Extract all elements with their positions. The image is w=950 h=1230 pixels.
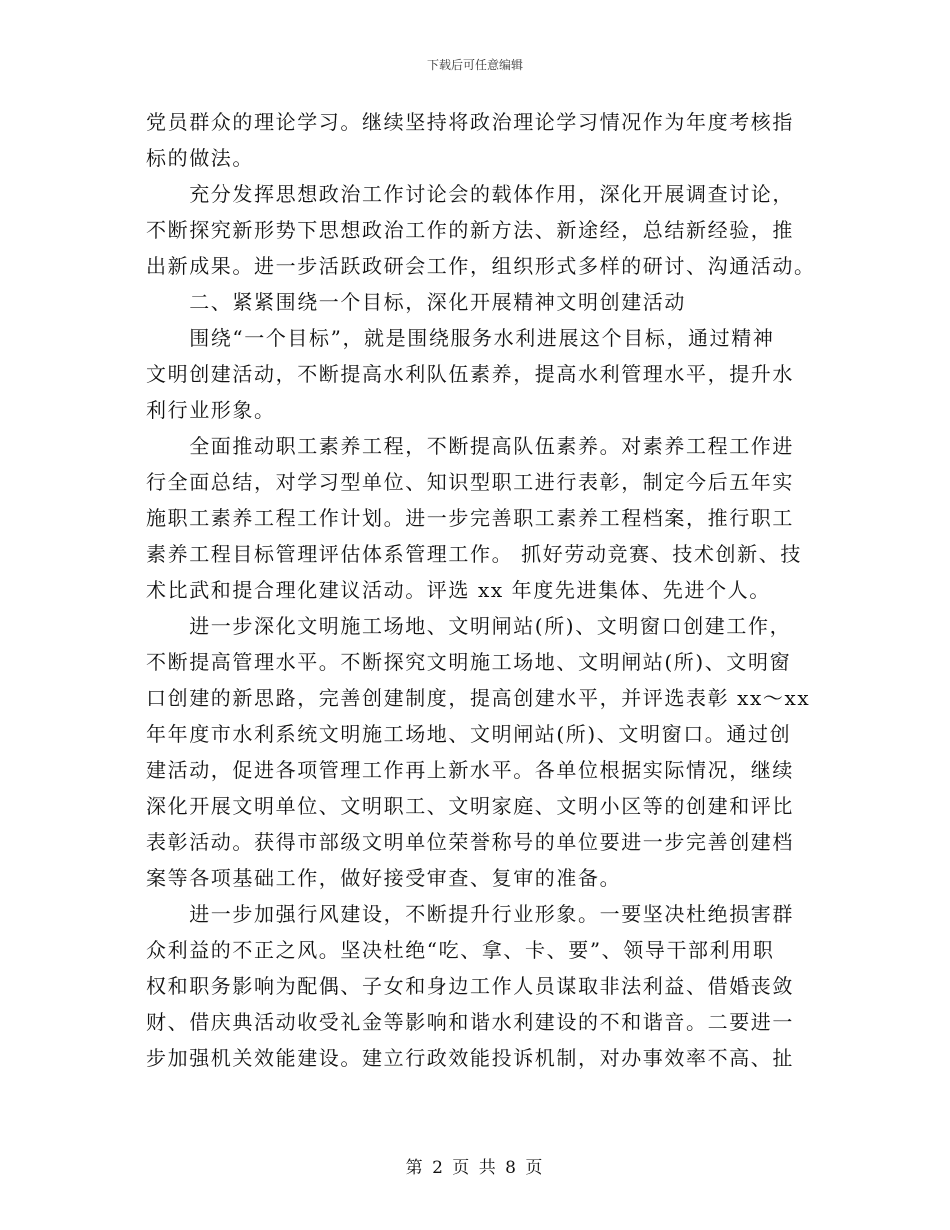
text-line: 权和职务影响为配偶、子女和身边工作人员谋取非法利益、借婚丧敛 (146, 974, 794, 998)
text-line: 表彰活动。获得市部级文明单位荣誉称号的单位要进一步完善创建档 (146, 830, 794, 854)
text-line: 众利益的不正之风。坚决杜绝“吃、拿、卡、要”、领导干部利用职 (146, 938, 775, 962)
text-line: 出新成果。进一步活跃政研会工作，组织形式多样的研讨、沟通活动。 (146, 254, 816, 278)
text-line: 不断探究新形势下思想政治工作的新方法、新途经，总结新经验，推 (146, 218, 794, 242)
document-body (146, 104, 816, 1076)
text-line: 施职工素养工程工作计划。进一步完善职工素养工程档案，推行职工 (146, 506, 794, 530)
text-line: 标的做法。 (146, 146, 254, 170)
text-line: 党员群众的理论学习。继续坚持将政治理论学习情况作为年度考核指 (146, 110, 794, 134)
text-line: 利行业形象。 (146, 398, 276, 422)
text-line: 建活动，促进各项管理工作再上新水平。各单位根据实际情况，继续 (146, 758, 794, 782)
text-line: 进一步加强行风建设，不断提升行业形象。一要坚决杜绝损害群 (146, 902, 794, 926)
text-line: 进一步深化文明施工场地、文明闸站(所)、文明窗口创建工作， (146, 614, 792, 638)
page-header: 下载后可任意编辑 (426, 58, 523, 72)
section-heading: 二、紧紧围绕一个目标，深化开展精神文明创建活动 (146, 290, 686, 314)
text-line: 步加强机关效能建设。建立行政效能投诉机制，对办事效率不高、扯 (146, 1046, 794, 1070)
text-line: 素养工程目标管理评估体系管理工作。 抓好劳动竞赛、技术创新、技 (146, 542, 802, 566)
text-line: 案等各项基础工作，做好接受审查、复审的准备。 (146, 866, 622, 890)
text-line: 深化开展文明单位、文明职工、文明家庭、文明小区等的创建和评比 (146, 794, 794, 818)
page-footer: 第 2 页 共 8 页 (405, 1158, 545, 1178)
text-line: 围绕“一个目标”，就是围绕服务水利进展这个目标，通过精神 (146, 326, 775, 350)
text-line: 术比武和提合理化建议活动。评选 xx 年度先进集体、先进个人。 (146, 578, 771, 602)
text-line: 不断提高管理水平。不断探究文明施工场地、文明闸站(所)、文明窗 (146, 650, 792, 674)
text-line: 行全面总结，对学习型单位、知识型职工进行表彰，制定今后五年实 (146, 470, 794, 494)
text-line: 口创建的新思路，完善创建制度，提高创建水平，并评选表彰 xx～xx (146, 686, 811, 710)
text-line: 全面推动职工素养工程，不断提高队伍素养。对素养工程工作进 (146, 434, 794, 458)
text-line: 充分发挥思想政治工作讨论会的载体作用，深化开展调查讨论， (146, 182, 794, 206)
text-line: 年年度市水利系统文明施工场地、文明闸站(所)、文明窗口。通过创 (146, 722, 792, 746)
text-line: 文明创建活动，不断提高水利队伍素养，提高水利管理水平，提升水 (146, 362, 794, 386)
text-line: 财、借庆典活动收受礼金等影响和谐水利建设的不和谐音。二要进一 (146, 1010, 794, 1034)
